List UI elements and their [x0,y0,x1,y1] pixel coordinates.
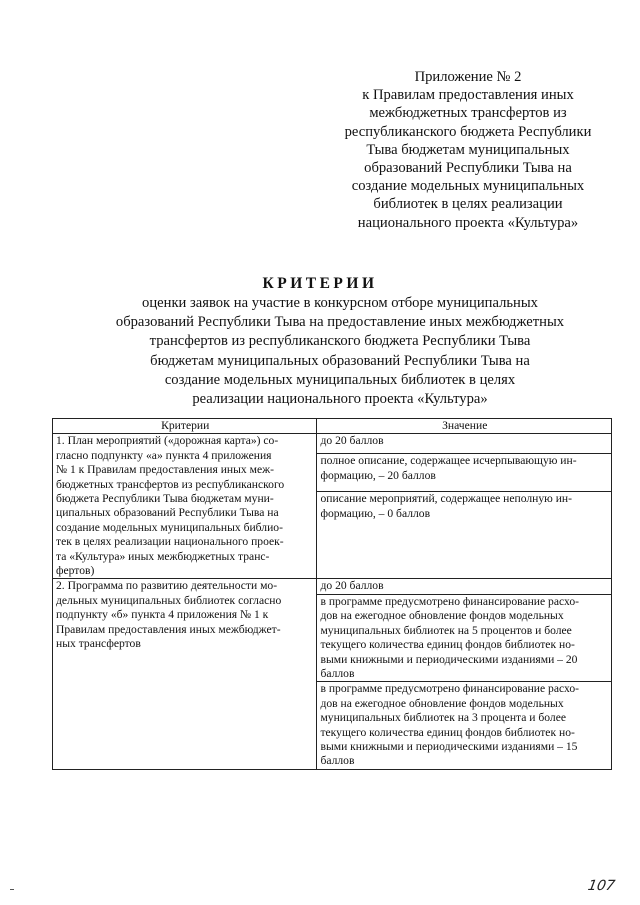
value-line: дов на ежегодное обновление фондов модельных [320,609,564,623]
criterion-cell [53,434,317,579]
value-line: текущего количества единиц фондов библиотек но- [320,725,575,739]
criterion-line: тек в целях реализации национального проек- [56,535,284,549]
value-line: формацию, – 20 баллов [320,468,436,482]
appendix-line: межбюджетных трансфертов из [369,105,567,122]
max-score-cell [317,434,612,454]
criterion-line: 1. План мероприятий («дорожная карта») со- [56,434,279,448]
value-cell [317,594,612,681]
value-line: формацию, – 0 баллов [320,506,431,520]
value-line: выми книжными и периодическими изданиями – 20 [320,652,578,666]
scan-mark [10,889,14,890]
criterion-line: фертов) [56,564,95,578]
value-line: описание мероприятий, содержащее неполную ин- [320,492,572,506]
table-row [53,434,612,454]
criterion-line: № 1 к Правилам предоставления иных меж- [56,463,274,477]
criterion-line: ципальных образований Республики Тыва на [56,506,279,520]
header-value: Значение [317,419,612,434]
appendix-line: к Правилам предоставления иных [362,87,574,104]
value-line: муниципальных библиотек на 3 процента и более [320,711,566,725]
document-title: КРИТЕРИИ [262,275,378,292]
value-line: баллов [320,754,355,768]
subtitle-line: трансфертов из республиканского бюджета Республики Тыва [149,333,531,350]
value-line: муниципальных библиотек на 5 процентов и более [320,623,572,637]
value-line: текущего количества единиц фондов библиотек но- [320,638,575,652]
subtitle-line: образований Республики Тыва на предоставление иных межбюджетных [115,314,565,331]
criterion-line: создание модельных муниципальных библио- [56,520,283,534]
criterion-line: 2. Программа по развитию деятельности мо- [56,579,278,593]
criteria-table [52,418,612,770]
value-cell [317,682,612,769]
value-cell [317,454,612,492]
appendix-line: республиканского бюджета Республики [344,123,592,140]
value-line: полное описание, содержащее исчерпывающую ин- [320,454,577,468]
criterion-line: бюджетных трансфертов из республиканского [56,477,285,491]
appendix-header [318,68,618,232]
subtitle-line: бюджетам муниципальных образований Республики Тыва на [150,352,530,369]
max-score: до 20 баллов [320,434,384,448]
value-cell [317,492,612,579]
appendix-line: образований Республики Тыва на [364,160,572,177]
value-line: баллов [320,666,355,680]
criterion-line: ных трансфертов [56,637,141,651]
value-line: дов на ежегодное обновление фондов модельных [320,696,564,710]
page-number: 107 [586,878,617,894]
appendix-line: создание модельных муниципальных [351,178,585,195]
appendix-line: Приложение № 2 [414,69,522,85]
criterion-line: Правилам предоставления иных межбюджет- [56,622,281,636]
subtitle-line: реализации национального проекта «Культура» [192,391,488,408]
header-criteria: Критерии [53,419,317,434]
criterion-line: бюджета Республики Тыва бюджетам муни- [56,492,274,506]
criterion-line: подпункту «б» пункта 4 приложения № 1 к [56,608,269,622]
criterion-line: та «Культура» иных межбюджетных транс- [56,549,270,563]
appendix-line: Тыва бюджетам муниципальных [366,141,570,158]
value-line: в программе предусмотрено финансирование расхо- [320,594,580,608]
criterion-line: дельных муниципальных библиотек согласно [56,593,282,607]
subtitle-line: оценки заявок на участие в конкурсном отборе муниципальных [142,295,538,311]
subtitle-line: создание модельных муниципальных библиотек в целях [164,371,516,388]
table-row [53,579,612,594]
document-subtitle [40,294,640,409]
max-score-cell [317,579,612,594]
value-line: в программе предусмотрено финансирование расхо- [320,682,580,696]
max-score: до 20 баллов [320,579,384,593]
appendix-line: библиотек в целях реализации [373,196,563,213]
value-line: выми книжными и периодическими изданиями – 15 [320,739,578,753]
criterion-cell [53,579,317,769]
criterion-line: гласно подпункту «а» пункта 4 приложения [56,448,272,462]
appendix-line: национального проекта «Культура» [357,214,579,231]
table-header-row [53,419,612,434]
